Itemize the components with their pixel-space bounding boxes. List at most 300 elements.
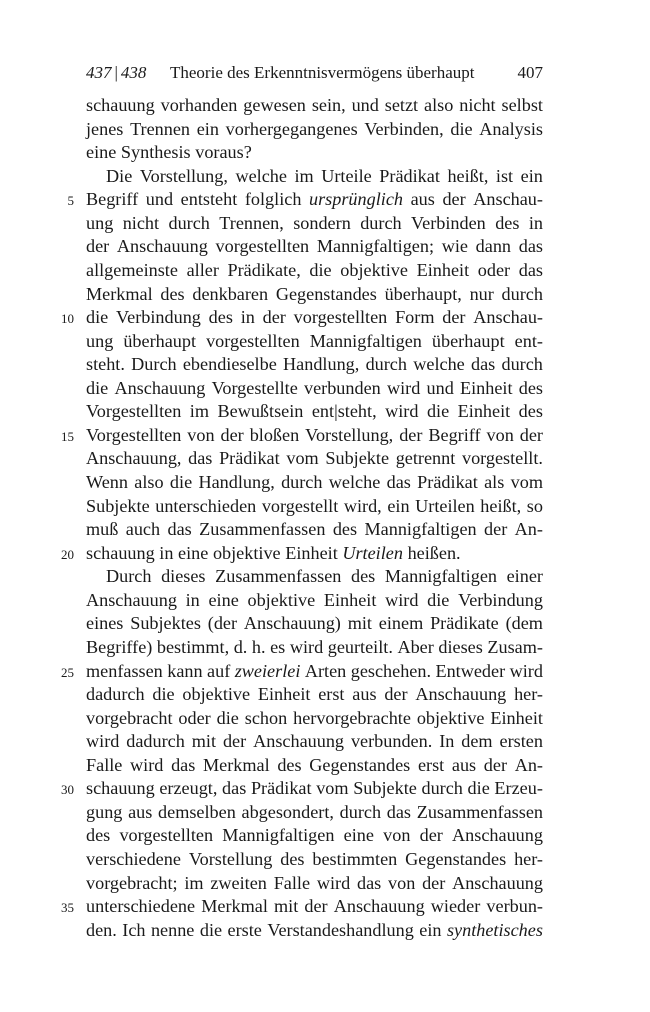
word: her- (514, 849, 543, 869)
word: Anschauung (253, 731, 345, 752)
word: von (388, 872, 416, 893)
word: objektive (247, 589, 316, 610)
page-number: 407 (517, 63, 543, 82)
word: Durch (131, 354, 177, 375)
word: objektive (340, 259, 408, 280)
word: In (439, 731, 455, 752)
word: Die (106, 165, 133, 186)
text-line (0, 188, 650, 212)
word: Subjekte (86, 495, 150, 516)
word: durch (360, 212, 402, 233)
emphasized-word: Urteilen (342, 542, 403, 563)
word: vorgebracht (86, 707, 173, 728)
text-line (0, 495, 650, 519)
word: aller (186, 259, 219, 280)
word: Verbindung (116, 307, 201, 328)
word: Prädikat (379, 165, 440, 186)
text-line (0, 212, 650, 236)
text-line (0, 424, 650, 448)
text-line (0, 777, 650, 801)
word: An- (514, 754, 543, 775)
word: Arten (304, 660, 347, 681)
word: Subjekte (353, 778, 417, 799)
word: nur (469, 283, 494, 304)
word: der (384, 684, 408, 705)
word: steht. (86, 354, 125, 375)
word: aus (410, 189, 435, 210)
word: Synthesis (120, 142, 191, 163)
page-ref-separator: | (114, 63, 118, 82)
word: ein (520, 165, 543, 186)
word: die (467, 778, 490, 799)
word: welche (413, 354, 465, 375)
word: verschiedene (86, 849, 181, 869)
line-text (86, 283, 543, 307)
word: der (220, 424, 244, 445)
text-line (0, 118, 650, 142)
word: wird (86, 731, 120, 752)
word: Anschauung, (86, 448, 182, 469)
word: wird (386, 377, 421, 398)
word: eine (343, 825, 374, 846)
word: durch (168, 212, 210, 233)
text-line (0, 589, 650, 613)
word: Anschau- (473, 189, 543, 210)
word: Anschauung (114, 377, 206, 398)
word: einem (378, 613, 424, 634)
word: Anschauung (452, 825, 543, 846)
word: Zusammenfassen (199, 519, 326, 540)
word: geurteilt. (327, 636, 393, 657)
word: gung (86, 801, 123, 822)
word: der (422, 872, 446, 893)
word: Zusam- (487, 636, 543, 657)
word: Ich (122, 919, 146, 940)
word: des (280, 849, 305, 869)
word: das (386, 472, 411, 492)
word: ebendieselbe (182, 354, 277, 375)
word: Prädikate (430, 613, 499, 634)
word: durch (281, 472, 323, 492)
word: entsteht (180, 189, 238, 210)
word: der (442, 307, 466, 328)
word: dadurch (86, 684, 145, 705)
text-line (0, 919, 650, 943)
word: der (262, 307, 286, 328)
word: schauung (86, 778, 155, 799)
text-line (0, 94, 650, 118)
word: das (356, 872, 382, 893)
word: heißt, (480, 495, 522, 516)
word: in (528, 212, 543, 233)
word: Mannigfaltigen (364, 519, 477, 540)
word: Gegenstandes (405, 849, 507, 869)
word: Zusammenfassen (215, 566, 342, 587)
word: überhaupt (431, 330, 505, 351)
word: die (152, 684, 175, 705)
word: dem (461, 731, 493, 752)
word: einer (506, 566, 543, 587)
word: Mannigfaltigen (222, 825, 335, 846)
text-line (0, 683, 650, 707)
line-text (86, 754, 543, 778)
line-text (86, 542, 543, 566)
word: vorgestellten (293, 307, 388, 328)
word: verbunden. (350, 731, 433, 752)
word: Entweder (435, 660, 506, 681)
word: die (216, 707, 239, 728)
word: der (442, 189, 466, 210)
word: Wenn (86, 472, 128, 492)
word: Vorgestellten (86, 424, 182, 445)
word: jenes (86, 118, 124, 139)
word: Begriff (86, 189, 139, 210)
word: Vorgestellte (211, 377, 298, 398)
word: verbun- (486, 896, 543, 917)
text-line (0, 730, 650, 754)
word: Vorstellung, (305, 424, 394, 445)
text-line (0, 636, 650, 660)
line-text (86, 589, 543, 613)
text-line (0, 283, 650, 307)
word: Verbindung (458, 589, 543, 610)
word: also (424, 95, 454, 115)
line-number: 20 (61, 546, 74, 562)
line-text (86, 471, 543, 495)
word: voraus? (195, 142, 252, 163)
word: bloßen (249, 424, 300, 445)
word: die (86, 307, 109, 328)
word: Urteile (321, 165, 372, 186)
text-line (0, 824, 650, 848)
line-text (86, 848, 543, 872)
word: Mannigfaltigen; (316, 236, 435, 257)
page-ref-a: 437 (86, 63, 112, 82)
word: objektive (182, 684, 251, 705)
word: eines (86, 613, 124, 634)
word: den. (86, 919, 117, 940)
line-text (86, 377, 543, 401)
word: vorgestellten (215, 236, 310, 257)
word: Anschauung (86, 589, 177, 610)
line-text (86, 259, 543, 283)
line-number: 5 (67, 193, 74, 209)
word: mit (347, 613, 372, 634)
text-line (0, 306, 650, 330)
word: das (518, 236, 543, 257)
line-text (86, 330, 543, 354)
word: Falle (86, 754, 123, 775)
word: Merkmal (86, 283, 153, 304)
word: ent- (514, 330, 543, 351)
word: des (351, 566, 376, 587)
word: Analysis (479, 118, 543, 139)
word: Verbinden, (364, 118, 444, 139)
word: des (495, 212, 520, 233)
word: der (519, 424, 543, 445)
word: und (426, 377, 454, 398)
word: Bewußtsein (217, 401, 304, 422)
word: mit (191, 731, 217, 752)
word: ein (387, 495, 410, 516)
line-text (86, 824, 543, 848)
word: Merkmal (201, 896, 268, 917)
word: erst (417, 754, 445, 775)
word: (dem (505, 613, 543, 634)
word: Handlung, (283, 354, 360, 375)
text-line (0, 872, 650, 896)
line-text (86, 660, 543, 684)
emphasized-word: synthetisches (446, 919, 543, 940)
word: des (518, 377, 543, 398)
word: sondern (293, 212, 351, 233)
word: das (171, 754, 196, 775)
emphasized-word: ursprünglich (309, 189, 403, 210)
word: Einheit (459, 377, 513, 398)
word: dadurch (126, 731, 185, 752)
word: Einheit (490, 707, 543, 728)
word: die (426, 401, 450, 422)
word: menfassen (86, 660, 163, 681)
line-number: 25 (61, 664, 74, 680)
word: erste (227, 919, 262, 940)
word: Einheit (323, 589, 377, 610)
word: folglich (244, 189, 302, 210)
word: oder (178, 707, 211, 728)
word: Prädikat (219, 448, 280, 469)
word: der (484, 519, 508, 540)
word: des (160, 283, 185, 304)
word: und (351, 95, 379, 115)
word: von (486, 424, 514, 445)
line-text (86, 424, 543, 448)
text-line (0, 165, 650, 189)
word: (der (207, 613, 238, 634)
line-text (86, 919, 543, 943)
emphasized-word: zweierlei (234, 660, 301, 681)
word: heißt, (447, 165, 489, 186)
word: Mannigfaltigen (309, 330, 422, 351)
word: wird (509, 660, 543, 681)
word: des (277, 754, 302, 775)
word: in (240, 307, 255, 328)
text-line (0, 259, 650, 283)
word: mit (274, 896, 299, 917)
word: aus (128, 801, 153, 822)
word: der (399, 424, 423, 445)
word: dieses (438, 636, 483, 657)
word: unterschiedene (86, 896, 196, 917)
text-line (0, 235, 650, 259)
word: bestimmt, (156, 636, 230, 657)
word: wird (385, 589, 419, 610)
word: wird (130, 754, 164, 775)
word: erst (318, 684, 345, 705)
word: als (484, 472, 505, 492)
word: des (86, 825, 111, 846)
word: vorgestellt (261, 495, 339, 516)
word: eine (86, 142, 117, 163)
text-line (0, 518, 650, 542)
word: des (332, 519, 358, 540)
word: Anschau- (473, 307, 543, 328)
word: überhaupt (123, 330, 197, 351)
word: im (184, 872, 204, 893)
line-text (86, 353, 543, 377)
text-line (0, 707, 650, 731)
word: durch (501, 354, 543, 375)
line-text (86, 683, 543, 707)
line-text (86, 730, 543, 754)
word: schon (244, 707, 288, 728)
word: wird (385, 401, 419, 422)
word: vorgestellten (119, 825, 214, 846)
word: durch (501, 283, 543, 304)
word: schauung (86, 95, 155, 115)
word: die (450, 118, 473, 139)
word: vorgebracht; (86, 872, 178, 893)
word: Verbinden (411, 212, 486, 233)
line-text (86, 636, 543, 660)
word: durch (339, 801, 382, 822)
word: auf (207, 660, 231, 681)
word: das (188, 448, 213, 469)
text-line (0, 612, 650, 636)
line-number: 10 (61, 311, 74, 327)
line-text (86, 400, 543, 424)
line-text (86, 188, 543, 212)
word: dann (475, 236, 512, 257)
word: der (419, 825, 443, 846)
word: Anschauung (452, 872, 543, 893)
word: nicht (459, 95, 496, 115)
word: zweiten (210, 872, 267, 893)
word: der (304, 896, 328, 917)
word: gewesen (243, 95, 306, 115)
word: aus (451, 754, 477, 775)
text-line (0, 471, 650, 495)
word: des (518, 401, 543, 422)
line-text (86, 518, 543, 542)
text-line (0, 801, 650, 825)
word: Anschauung (415, 684, 507, 705)
word: sein, (311, 95, 346, 115)
word: unterschieden (155, 495, 257, 516)
word: des (208, 307, 233, 328)
word: der (86, 236, 110, 257)
line-text (86, 212, 543, 236)
word: in (159, 542, 174, 563)
word: Prädikat (250, 778, 312, 799)
word: oder (477, 259, 511, 280)
word: wird, (343, 495, 382, 516)
word: Vorstellung, (139, 165, 228, 186)
page-ref-b: 438 (120, 63, 147, 82)
word: Einheit (257, 684, 311, 705)
line-text (86, 872, 543, 896)
word: die (427, 589, 450, 610)
word: muß (86, 519, 119, 540)
word: nicht (122, 212, 160, 233)
line-text (86, 94, 543, 118)
word: objektive (212, 542, 281, 563)
word: vorhergegangenes (225, 118, 358, 139)
text-line (0, 377, 650, 401)
word: Subjekte (325, 448, 390, 469)
text-line (0, 754, 650, 778)
text-line (0, 330, 650, 354)
word: im (294, 165, 314, 186)
word: Mannigfaltigen (384, 566, 497, 587)
word: ersten (499, 731, 543, 752)
word: geschehen. (350, 660, 432, 681)
word: Subjektes (130, 613, 201, 634)
word: eine (208, 589, 239, 610)
running-head (86, 61, 543, 85)
word: überhaupt, (384, 283, 462, 304)
word: ein (196, 118, 219, 139)
word: Falle (273, 872, 311, 893)
word: die (169, 472, 193, 492)
word: vom (510, 472, 543, 492)
word: erzeugt, (159, 778, 218, 799)
word: welche (328, 472, 381, 492)
word: aus (352, 684, 377, 705)
line-text (86, 118, 543, 142)
line-number: 15 (61, 428, 74, 444)
word: durch (421, 778, 463, 799)
word: ung (86, 212, 114, 233)
word: Gegenstandes (275, 283, 377, 304)
word: denkbaren (192, 283, 269, 304)
line-number: 35 (61, 900, 74, 916)
word: demselben (158, 801, 236, 822)
word: ent|steht, (311, 401, 377, 422)
word: nenne (150, 919, 195, 940)
text-line (0, 353, 650, 377)
word: Einheit (457, 401, 511, 422)
line-text (86, 495, 543, 519)
word: Trennen (130, 118, 191, 139)
word: welche (235, 165, 287, 186)
text-line (0, 141, 650, 165)
word: von (383, 825, 411, 846)
line-text (86, 141, 543, 165)
word: wieder (430, 896, 481, 917)
word: Trennen, (219, 212, 284, 233)
line-text (86, 306, 543, 330)
word: An- (514, 519, 543, 540)
word: wird (289, 636, 324, 657)
word: hervorgebrachte (293, 707, 411, 728)
word: Anschauung (333, 896, 425, 917)
word: Anschauung (116, 236, 208, 257)
text-line (0, 542, 650, 566)
word: Zusammenfassen (416, 801, 543, 822)
word: getrennt (395, 448, 456, 469)
word: ung (86, 330, 114, 351)
word: Einheit (416, 259, 470, 280)
word: Durch (106, 566, 152, 587)
line-text (86, 777, 543, 801)
word: die (86, 377, 109, 398)
text-line (0, 895, 650, 919)
word: abgesondert, (241, 801, 334, 822)
word: schauung (86, 542, 155, 563)
text-body (0, 94, 650, 942)
word: Prädikate, (227, 259, 301, 280)
word: das (222, 778, 247, 799)
